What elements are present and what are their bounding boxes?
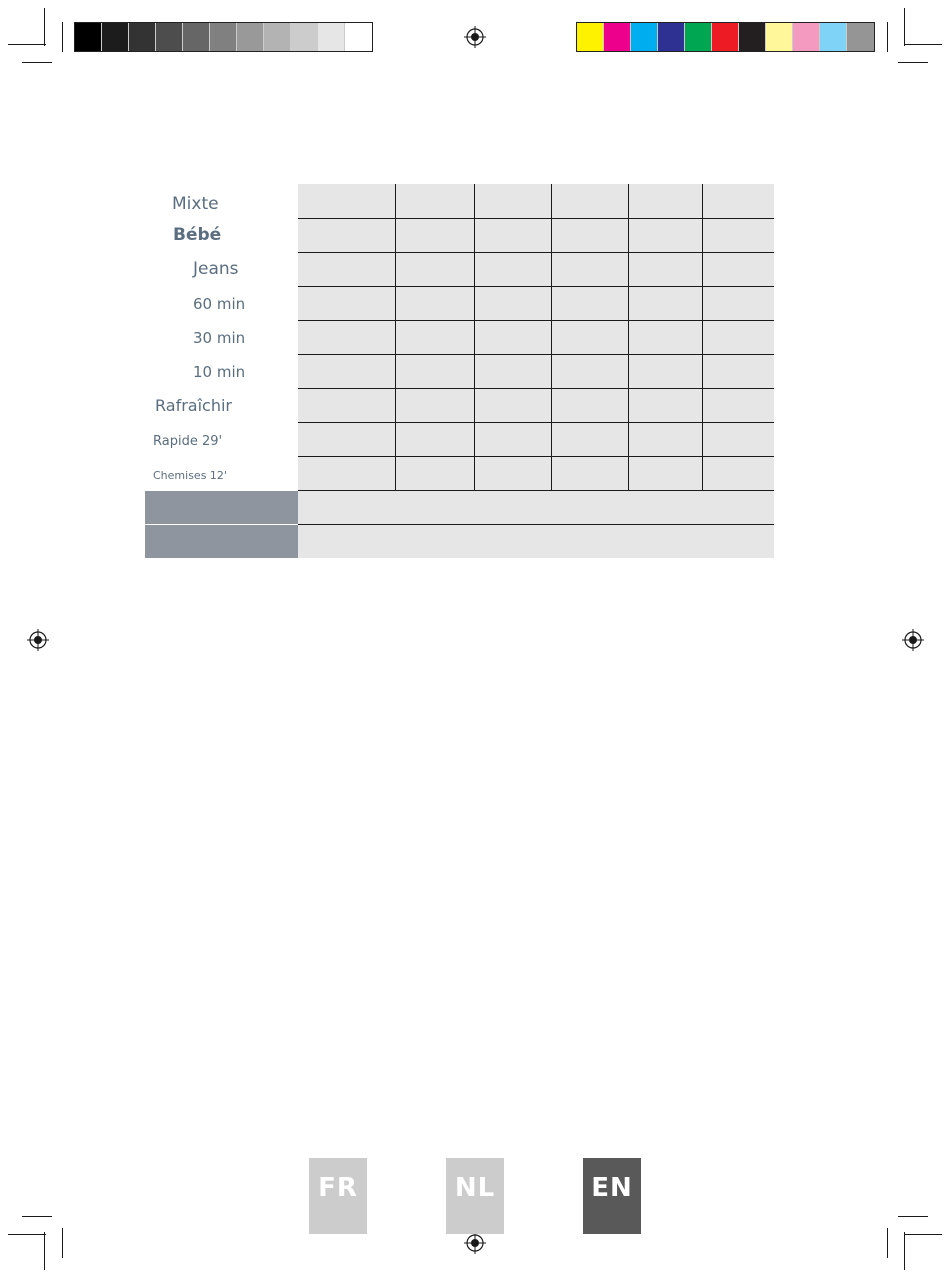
- table-cell: [474, 456, 551, 490]
- table-cell: [628, 252, 702, 286]
- table-cell: [395, 354, 474, 388]
- table-cell: [551, 422, 628, 456]
- table-cell: [702, 218, 774, 252]
- registration-mark-right: [902, 629, 924, 651]
- grayscale-color-bar: [74, 22, 373, 52]
- table-row: [145, 524, 774, 558]
- program-label: 30 min: [193, 328, 246, 347]
- color-swatch: [631, 23, 658, 51]
- table-cell: [298, 286, 395, 320]
- program-table: [145, 184, 774, 558]
- color-swatch: [685, 23, 712, 51]
- table-cell: [298, 320, 395, 354]
- table-cell: [702, 184, 774, 218]
- table-cell: [702, 388, 774, 422]
- table-cell: [395, 218, 474, 252]
- table-row: [145, 490, 774, 524]
- table-cell: [551, 320, 628, 354]
- table-row: [145, 456, 774, 490]
- table-cell: [702, 354, 774, 388]
- table-cell: [474, 320, 551, 354]
- table-row: [145, 354, 774, 388]
- table-cell: [628, 354, 702, 388]
- color-swatch: [237, 23, 264, 51]
- program-label: 10 min: [193, 362, 246, 381]
- registration-mark-top: [464, 26, 486, 48]
- color-swatch: [129, 23, 156, 51]
- table-cell: [551, 456, 628, 490]
- color-swatch: [291, 23, 318, 51]
- program-label: Jeans: [193, 259, 239, 279]
- table-row: [145, 286, 774, 320]
- table-cell: [474, 184, 551, 218]
- color-swatch: [318, 23, 345, 51]
- color-swatch: [210, 23, 237, 51]
- table-cell: [702, 456, 774, 490]
- table-cell: [628, 218, 702, 252]
- program-label: Chemises 12': [153, 468, 227, 482]
- color-swatch: [793, 23, 820, 51]
- table-cell: [474, 252, 551, 286]
- merged-cell: [298, 490, 774, 524]
- program-label: Rafraîchir: [155, 395, 232, 415]
- color-swatch: [658, 23, 685, 51]
- table-cell: [298, 388, 395, 422]
- table-cell: [298, 252, 395, 286]
- merged-cell: [298, 524, 774, 558]
- table-cell: [551, 252, 628, 286]
- table-cell: [551, 388, 628, 422]
- table-cell: [628, 286, 702, 320]
- table-cell: [551, 354, 628, 388]
- table-cell: [395, 252, 474, 286]
- color-swatch: [264, 23, 291, 51]
- table-cell: [702, 320, 774, 354]
- program-label: Mixte: [172, 193, 219, 214]
- table-row: [145, 320, 774, 354]
- color-swatch: [739, 23, 766, 51]
- table-cell: [474, 286, 551, 320]
- table-cell: [702, 252, 774, 286]
- table-cell: [395, 320, 474, 354]
- table-cell: [628, 388, 702, 422]
- color-swatch: [102, 23, 129, 51]
- table-cell: [395, 286, 474, 320]
- table-row: [145, 252, 774, 286]
- color-swatch: [156, 23, 183, 51]
- table-cell: [474, 422, 551, 456]
- color-swatch: [712, 23, 739, 51]
- color-swatch: [820, 23, 847, 51]
- table-row: [145, 184, 774, 218]
- color-swatch: [604, 23, 631, 51]
- table-cell: [551, 184, 628, 218]
- table-cell: [395, 422, 474, 456]
- table-row: [145, 422, 774, 456]
- table-cell: [702, 422, 774, 456]
- table-cell: [474, 354, 551, 388]
- table-cell: [298, 456, 395, 490]
- table-cell: [551, 286, 628, 320]
- registration-mark-bottom: [464, 1232, 486, 1254]
- registration-mark-left: [27, 629, 49, 651]
- color-swatch: [766, 23, 793, 51]
- gray-label-cell: [145, 524, 298, 558]
- process-color-bar: [576, 22, 875, 52]
- table-cell: [298, 184, 395, 218]
- table-cell: [702, 286, 774, 320]
- table-cell: [474, 388, 551, 422]
- program-label: 60 min: [193, 294, 246, 313]
- table-cell: [628, 184, 702, 218]
- table-cell: [395, 184, 474, 218]
- table-cell: [298, 218, 395, 252]
- table-cell: [298, 354, 395, 388]
- program-label: Rapide 29': [153, 433, 223, 449]
- color-swatch: [75, 23, 102, 51]
- table-cell: [628, 422, 702, 456]
- table-cell: [298, 422, 395, 456]
- color-swatch: [847, 23, 874, 51]
- table-cell: [474, 218, 551, 252]
- color-swatch: [345, 23, 372, 51]
- language-tab-en[interactable]: EN: [583, 1158, 641, 1234]
- language-tab-nl[interactable]: NL: [446, 1158, 504, 1234]
- table-row: [145, 388, 774, 422]
- table-row: [145, 218, 774, 252]
- table-cell: [551, 218, 628, 252]
- gray-label-cell: [145, 490, 298, 524]
- table-cell: [628, 320, 702, 354]
- color-swatch: [577, 23, 604, 51]
- language-tab-fr[interactable]: FR: [309, 1158, 367, 1234]
- table-cell: [628, 456, 702, 490]
- table-cell: [395, 456, 474, 490]
- program-label: Bébé: [173, 225, 222, 245]
- table-cell: [395, 388, 474, 422]
- color-swatch: [183, 23, 210, 51]
